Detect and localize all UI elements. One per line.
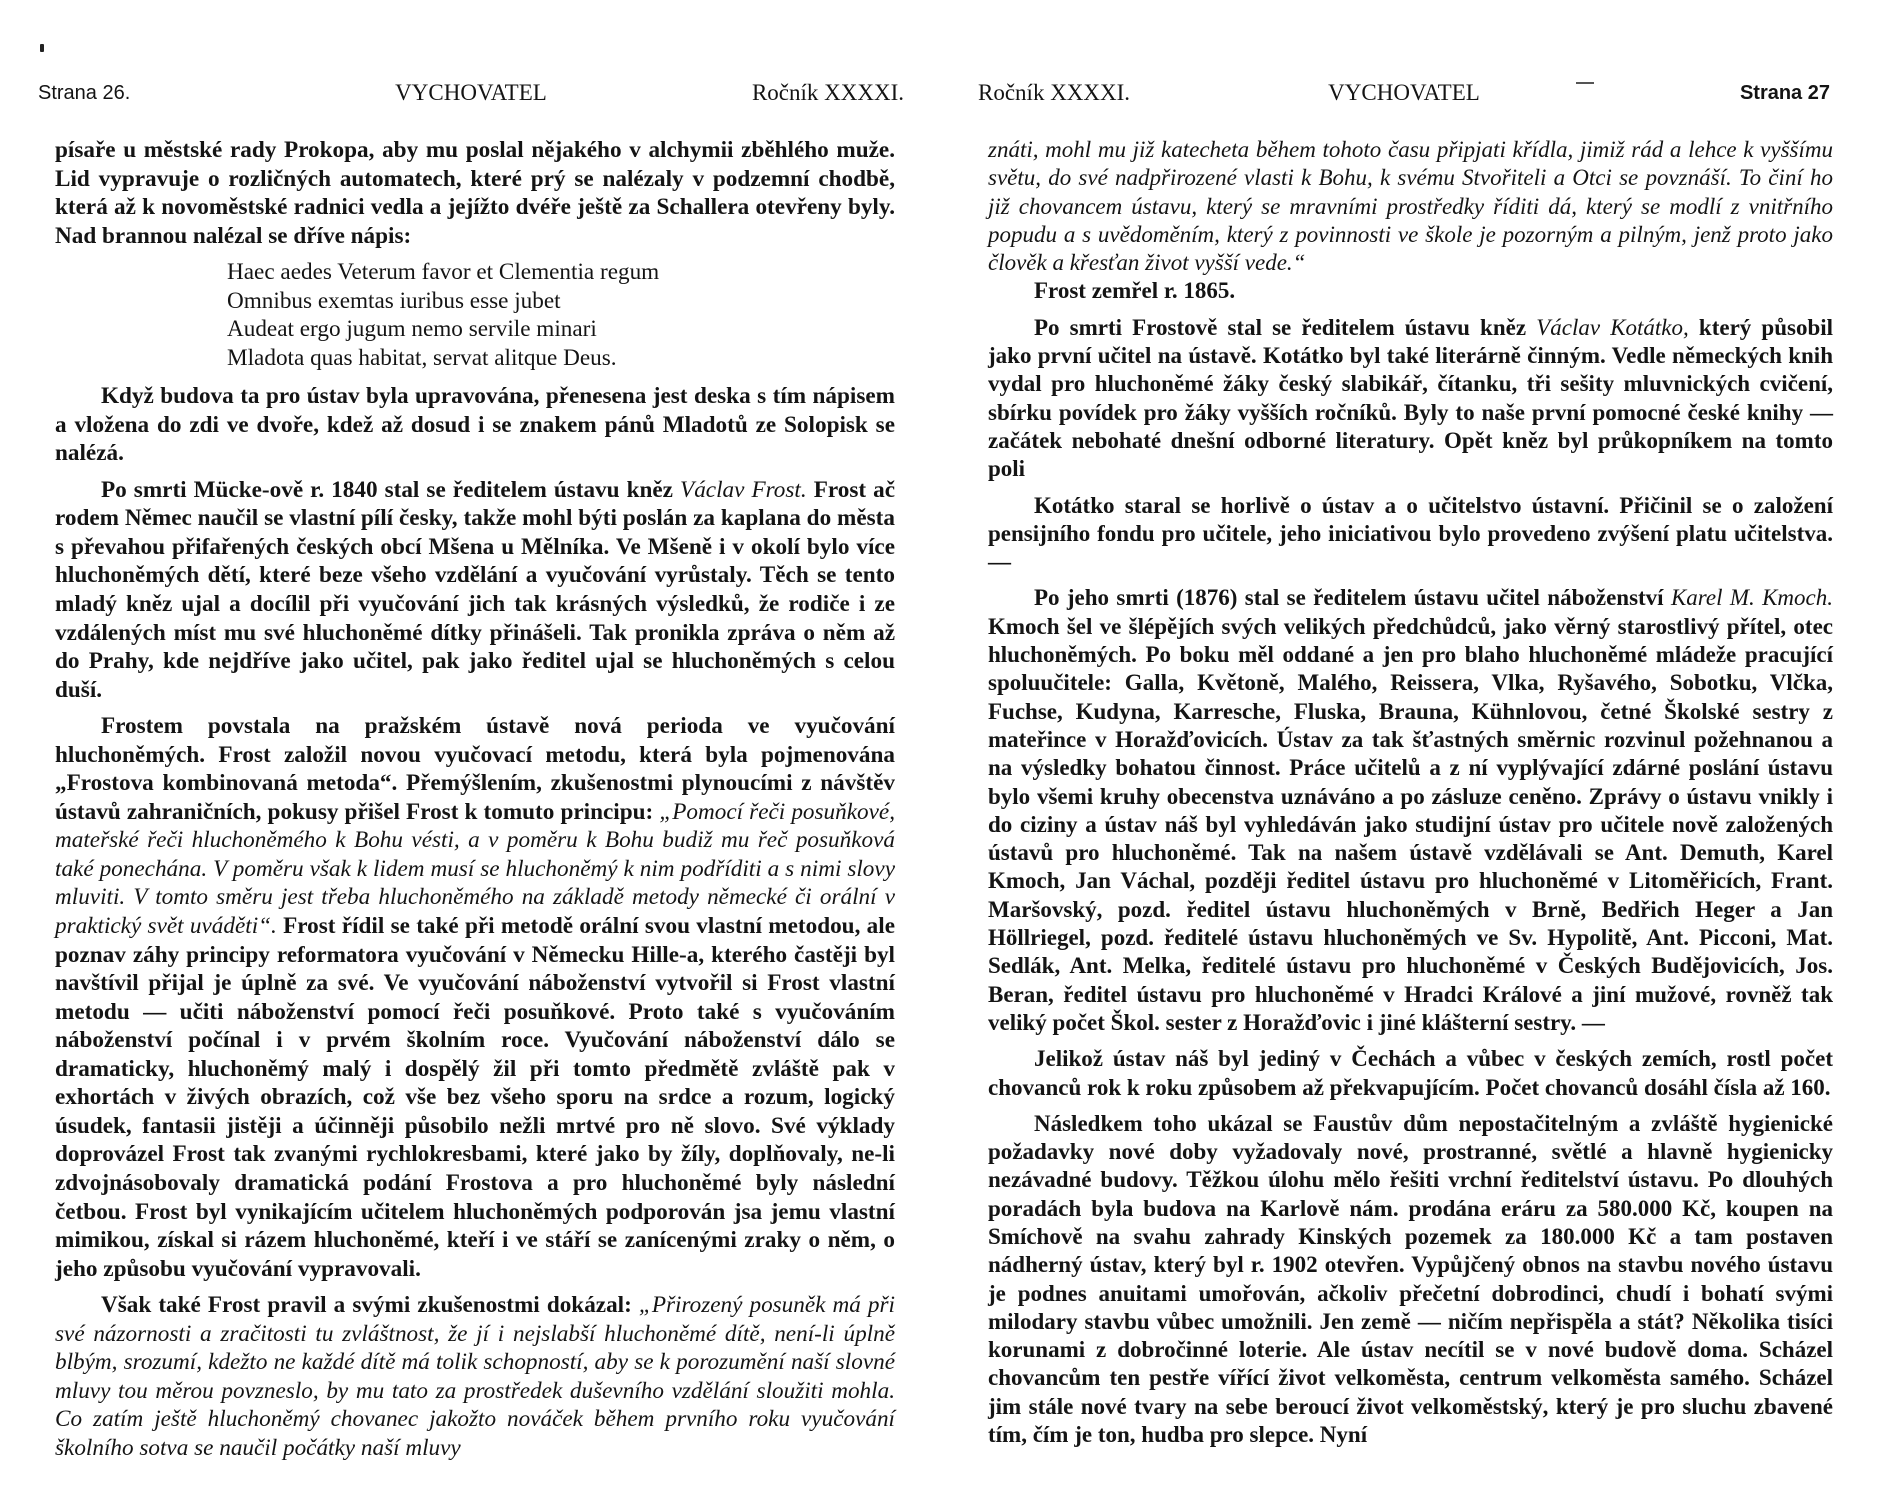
paragraph-text: Frostem povstala na pražském ústavě nová perioda ve vyučování hluchoněmých. Frost založil novou vyučovací metodu, která byla pojmenována „Frostova kombinovaná metoda“. Přemýšlením, zkušenostmi plynoucími z návštěv ústavů zahraničních, pokusy přišel Frost k tomuto principu: (55, 713, 895, 825)
inscription-line: Omnibus exemtas iuribus esse jubet (227, 287, 561, 314)
person-name: Václav Kotátko, (1536, 314, 1689, 340)
inscription-line: Haec aedes Veterum favor et Clementia regum (227, 259, 660, 286)
paragraph-text: Frost ač rodem Němec naučil se vlastní pílí česky, takže mohl býti poslán za kaplana do města s převahou přifařených českých obcí Mšena u Mělníka. Ve Mšeně i v okolí bylo více hluchoněmých dětí, které beze všeho vzdělání a vyučování vyrůstaly. Těch se tento mladý kněz ujal a docílil při vyučování jich tak krásných výsledků, že rodiče i ze vzdálených míst mu své hluchoněmé dítky přinášeli. Tak pronikla zpráva o něm až do Prahy, kde nejdříve jako učitel, pak jako ředitel ujal se hluchoněmých s celou duší. (55, 476, 896, 703)
inscription-line: Mladota quas habitat, servat alitque Deus. (227, 344, 617, 371)
right-page-number: Strana 27 (1739, 82, 1830, 104)
right-running-head (978, 76, 1830, 110)
paragraph-text: Však také Frost pravil a svými zkušenostmi dokázal: (101, 1292, 639, 1319)
paragraph (988, 314, 1833, 484)
quotation: „Pomocí řeči posuňkové, mateřské řeči hluchoněmého k Bohu vésti, a v poměru k Bohu budiž mu řeč posuňková také ponechána. V poměru však k lidem musí se hluchoněmý k nim podříditi a s nimi slovy mluviti. V tomto směru jest třeba hluchoněmého na základě metody německé či orální v praktický svět uváděti“. (55, 798, 895, 940)
latin-inscription (227, 258, 895, 372)
right-volume: Ročník XXXXI. (978, 80, 1131, 105)
paragraph: Když budova ta pro ústav byla upravována, přenesena jest deska s tím nápisem a vložena do zdi ve dvoře, kdež až dosud i se znakem pánů Mladotů ze Solopisk se nalézá. (55, 383, 895, 467)
person-name: Karel M. Kmoch. (1670, 585, 1833, 611)
right-page (940, 0, 1880, 1500)
paragraph (988, 136, 1833, 277)
stray-print-mark (40, 44, 44, 52)
inscription-line: Audeat ergo jugum nemo servile minari (227, 316, 597, 343)
quotation: „Přirozený posuněk má při své názornosti a zračitosti tu zvláštnost, že jí i nejslabší hluchoněmé dítě, není-li úplně blbým, srozumí, kdežto ne každé dítě má tolik schopností, aby se k porozumění naší slovné mluvy tou měrou povzneslo, by mu tato za prostředek duševního vzdělání sloužiti mohla. Co zatím ještě hluchoněmý chovanec jakožto nováček během prvního roku vyučování školního sotva se naučil počátky naší mluvy (55, 1292, 895, 1461)
left-running-head (38, 76, 904, 110)
left-journal-title: VYCHOVATEL (395, 80, 547, 105)
left-page-number: Strana 26. (38, 82, 131, 104)
paragraph: Jelikož ústav náš byl jediný v Čechách a vůbec v českých zemích, rostl počet chovanců rok k roku způsobem až překvapujícím. Počet chovanců dosáhl čísla až 160. (988, 1046, 1833, 1100)
paragraph: Následkem toho ukázal se Faustův dům nepostačitelným a zvláště hygienické požadavky nové doby vyžadovaly nové, prostranné, světlé a hlavně hygienicky nezávadné budovy. Těžkou úlohu mělo řešiti vrchní ředitelství ústavu. Po dlouhých poradách byla budova na Karlově nám. prodána eráru za 580.000 Kč, koupen na Smíchově na svahu zahrady Kinských pozemek za 180.000 Kč a tam postaven nádherný ústav, který byl r. 1902 otevřen. Vypůjčený obnos na stavbu nového ústavu je podnes anuitami umořován, ačkoliv přečetní dobrodinci, chudí i bohatí svými milodary stavbu vůbec umožnili. Jen země — ničím nepřispěla a stát? Několika tisíci korunami z dobročinné loterie. Ale ústav necítil se v nové budově doma. Scházel chovancům ten pestře vířící život velkoměsta, centrum velkoměsta samého. Scházel jim stále nové tvary na sebe beroucí život velkoměstský, který je pro sluchu zbavené tím, čím je ton, hudba pro slepce. Nyní (988, 1110, 1833, 1448)
paragraph-text: Po jeho smrti (1876) stal se ředitelem ústavu učitel náboženství (1034, 585, 1671, 611)
person-name: Václav Frost. (680, 476, 807, 503)
paragraph: Frost zemřel r. 1865. (1034, 278, 1236, 304)
paragraph-text: který působil jako první učitel na ústavě. Kotátko byl také literárně činným. Vedle německých knih vydal pro hluchoněmé žáky český slabikář, čítanku, tři sešity mluvnických cvičení, sbírku povídek pro žáky vyšších ročníků. Byly to naše první pomocné české knihy — začátek nebohaté dnešní odborné literatury. Opět kněz byl průkopníkem na tomto poli (988, 314, 1834, 482)
paragraph-text: Frost řídil se také při metodě orální svou vlastní metodou, ale poznav záhy principy reformatora vyučování v Německu Hille-a, kterého častěji byl navštívil přijal je úplně za své. Ve vyučování náboženství vytvořil si Frost vlastní metodu — učiti náboženství pomocí řeči posuňkové. Proto také s vyučováním náboženství počínal i v prvém školním roce. Vyučování náboženství dálo se dramaticky, hluchoněmý malý i dospělý žil při tomto předmětě zvláště pak v exhortách v živých obrazích, což vše bez všeho sporu na srdce a rozum, logický úsudek, fantasii jistěji a účinněji působilo nežli mrtvé pro ně slovo. Své výklady doprovázel Frost tak zvanými rychlokresbami, které jako by žíly, doplňovaly, ne-li zdvojnásobovaly dramatická podání Frostova a pro hluchoněmé byly následní četbou. Frost byl vynikajícím učitelem hluchoněmých podporován jsa jemu vlastní mimikou, získal si rázem hluchoněmé, kteří i ve stáří se zanícenými zraky o něm, o jeho způsobu vyučování vypravovali. (55, 913, 895, 1282)
paragraph: písaře u městské rady Prokopa, aby mu poslal nějakého v alchymii zběhlého muže. Lid vypravuje o rozličných automatech, které prý se nalézaly v podzemní chodbě, která až k novoměstské radnici vedla a jejížto dvéře ještě za Schallera otevřeny byly. Nad brannou nalézal se dříve nápis: (55, 137, 895, 249)
left-body-text (55, 136, 895, 1470)
left-volume: Ročník XXXXI. (751, 80, 904, 105)
paragraph-text: Po smrti Frostově stal se ředitelem ústavu kněz (1034, 314, 1537, 340)
paragraph-text: Kmoch šel ve šlépějích svých velikých předchůdců, jako věrný starostlivý přítel, otec hluchoněmých. Po boku měl oddané a jen pro blaho hluchoněmé mládeže pracující spoluučitele: Galla, Květoně, Malého, Reissera, Vlka, Ryšavého, Sobotku, Vlčka, Fuchse, Kudyna, Karresche, Fluska, Brauna, Kühnlovou, četné Školské sestry z mateřince v Horažďovicích. Ústav za tak šťastných směrnic rozvinul požehnanou a na výsledky bohatou činnost. Práce učitelů a z ní vyplývající zdárné poslání ústavu bylo všemi kruhy obecenstva uznáváno a po zásluze ceněno. Zprávy o ústavu vnikly i do ciziny a ústav náš byl vyhledáván jako studijní ústav pro učitele nově založených ústavů pro hluchoněmé. Tak na našem ústavě vzdělávali se Ant. Demuth, Karel Kmoch, Jan Váchal, později ředitel ústavu pro hluchoněmé v Litoměřicích, Frant. Maršovský, pozd. ředitel ústavu hluchoněmých v Brně, Bedřich Heger a Jan Höllriegel, pozd. ředitelé ústavu hluchoněmých ve Sv. Hypolitě, Ant. Picconi, Mat. Sedlák, Ant. Melka, ředitelé ústavu pro hluchoněmé v Českých Budějovicích, Jos. Beran, ředitel ústavu pro hluchoněmé v Hradci Králové a jiní mužové, rovněž tak veliký počet Škol. sester z Horažďovic i jiné klášterní sestry. — (988, 613, 1833, 1035)
paragraph (988, 584, 1833, 1037)
paragraph-text: Po smrti Mücke-ově r. 1840 stal se ředitelem ústavu kněz (101, 476, 681, 503)
right-body-text (988, 136, 1833, 1457)
print-artifact-dash (1576, 82, 1594, 84)
paragraph: Kotátko staral se horlivě o ústav a o učitelstvo ústavní. Přičinil se o založení pensijního fondu pro učitele, jeho iniciativou bylo provedeno zvýšení platu učitelstva. — (988, 492, 1833, 575)
paragraph (55, 476, 895, 704)
paragraph (55, 712, 895, 1283)
right-journal-title: VYCHOVATEL (1328, 80, 1480, 105)
paragraph (55, 1291, 895, 1462)
quotation: znáti, mohl mu již katecheta během tohoto času připjati křídla, jimiž rád a lehce k vyššímu světu, do své nadpřirozené vlasti k Bohu, k svému Stvořiteli a Otci se povznáší. To činí ho již chovancem ústavu, který se mravními prostředky říditi dá, který se modlí z vnitřního popudu a s uvědoměním, který z povinnosti ve škole je pozorným a pilným, jenž proto jako člověk a křesťan život vyšší vede.“ (988, 137, 1833, 276)
